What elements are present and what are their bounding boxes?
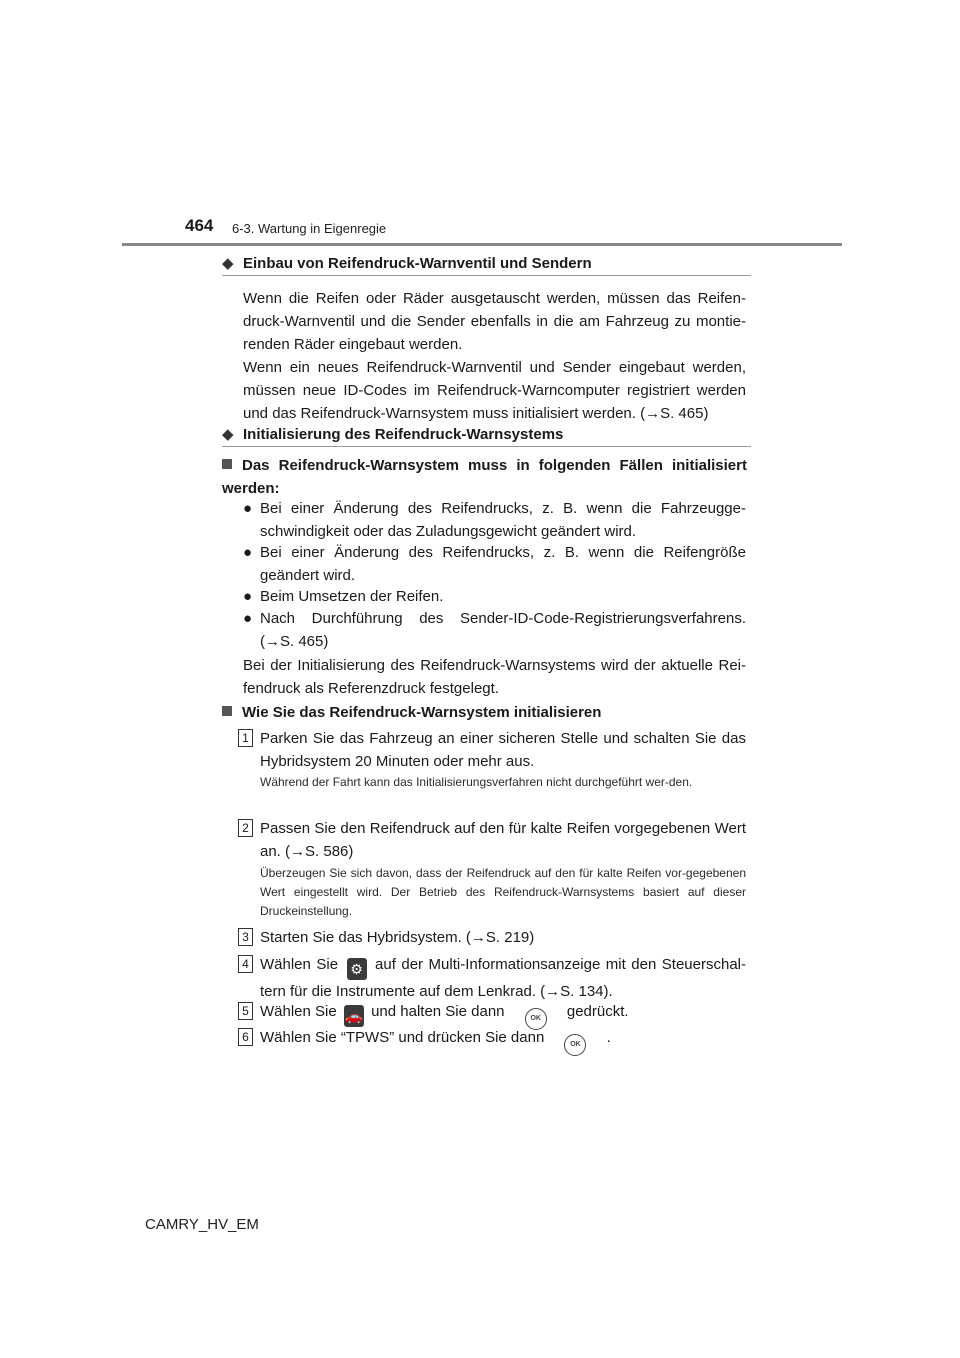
step-number: 6 (238, 1028, 253, 1046)
ok-button-icon: OK (525, 1008, 547, 1030)
diamond-icon: ◆ (222, 255, 234, 272)
list-item: ● Nach Durchführung des Sender-ID-Code-Registrierungsverfahrens. (→S. 465) (243, 607, 746, 653)
header-divider (122, 243, 842, 246)
ok-button-icon: OK (564, 1034, 586, 1056)
step-note: Überzeugen Sie sich davon, dass der Reifendruck auf den für kalte Reifen vor-gegebenen Wert eingestellt wird. Der Betrieb des Reifendruck-Warnsystems basiert auf dieser Druckeinstellung. (260, 866, 746, 918)
heading-einbau: ◆ Einbau von Reifendruck-Warnventil und Sendern (222, 255, 592, 272)
paragraph: Wenn die Reifen oder Räder ausgetauscht werden, müssen das Reifen-druck-Warnventil und die Sender ebenfalls in die am Fahrzeug zu montie-renden Räder eingebaut werden. (243, 290, 746, 353)
section-title: 6-3. Wartung in Eigenregie (232, 221, 387, 236)
square-bullet-icon (222, 459, 232, 469)
step-2: 2 Passen Sie den Reifendruck auf den für kalte Reifen vorgegebenen Wert an. (→S. 586) (238, 817, 746, 863)
gear-icon: ⚙ (347, 958, 367, 980)
step-number: 2 (238, 819, 253, 837)
step-6: 6 Wählen Sie “TPWS” und drücken Sie dann OK . (238, 1026, 746, 1056)
list-item: ● Bei einer Änderung des Reifendrucks, z. B. wenn die Reifengröße geändert wird. (243, 541, 746, 587)
step-number: 5 (238, 1002, 253, 1020)
step-5: 5 Wählen Sie 🚗 und halten Sie dann OK gedrückt. (238, 1000, 746, 1030)
bullet-icon: ● (243, 588, 253, 605)
step-1: 1 Parken Sie das Fahrzeug an einer sicheren Stelle und schalten Sie das Hybridsystem 20 Minuten oder mehr aus. (238, 727, 746, 773)
list-item: ● Bei einer Änderung des Reifendrucks, z. B. wenn die Fahrzeugge-schwindigkeit oder das Zuladungsgewicht geändert wird. (243, 497, 746, 543)
step-3: 3 Starten Sie das Hybridsystem. (→S. 219) (238, 926, 746, 949)
subheading-faelle: Das Reifendruck-Warnsystem muss in folgenden Fällen initialisiert werden: (222, 457, 747, 497)
heading-divider (222, 446, 751, 447)
paragraph: Bei der Initialisierung des Reifendruck-Warnsystems wird der aktuelle Rei-fendruck als Referenzdruck festgelegt. (243, 657, 746, 697)
step-number: 4 (238, 955, 253, 973)
step-number: 1 (238, 729, 253, 747)
step-4: 4 Wählen Sie ⚙ auf der Multi-Informationsanzeige mit den Steuerschal-tern für die Instrumente auf dem Lenkrad. (→S. 134). (238, 953, 746, 1003)
square-bullet-icon (222, 706, 232, 716)
heading-divider (222, 275, 751, 276)
list-item: ● Beim Umsetzen der Reifen. (243, 585, 746, 608)
bullet-icon: ● (243, 500, 253, 517)
diamond-icon: ◆ (222, 426, 234, 443)
bullet-icon: ● (243, 610, 253, 627)
step-note: Während der Fahrt kann das Initialisierungsverfahren nicht durchgeführt wer-den. (260, 775, 693, 789)
bullet-icon: ● (243, 544, 253, 561)
heading-initialisierung: ◆ Initialisierung des Reifendruck-Warnsystems (222, 426, 564, 443)
paragraph: Wenn ein neues Reifendruck-Warnventil und Sender eingebaut werden, müssen neue ID-Codes im Reifendruck-Warncomputer registriert werden und das Reifendruck-Warnsystem muss initialisiert werden. (→S. 465) (243, 359, 746, 422)
page-number: 464 (185, 216, 214, 235)
model-code: CAMRY_HV_EM (145, 1216, 259, 1233)
car-icon: 🚗 (344, 1005, 364, 1027)
subheading-initialisieren: Wie Sie das Reifendruck-Warnsystem initialisieren (222, 701, 747, 724)
step-number: 3 (238, 928, 253, 946)
